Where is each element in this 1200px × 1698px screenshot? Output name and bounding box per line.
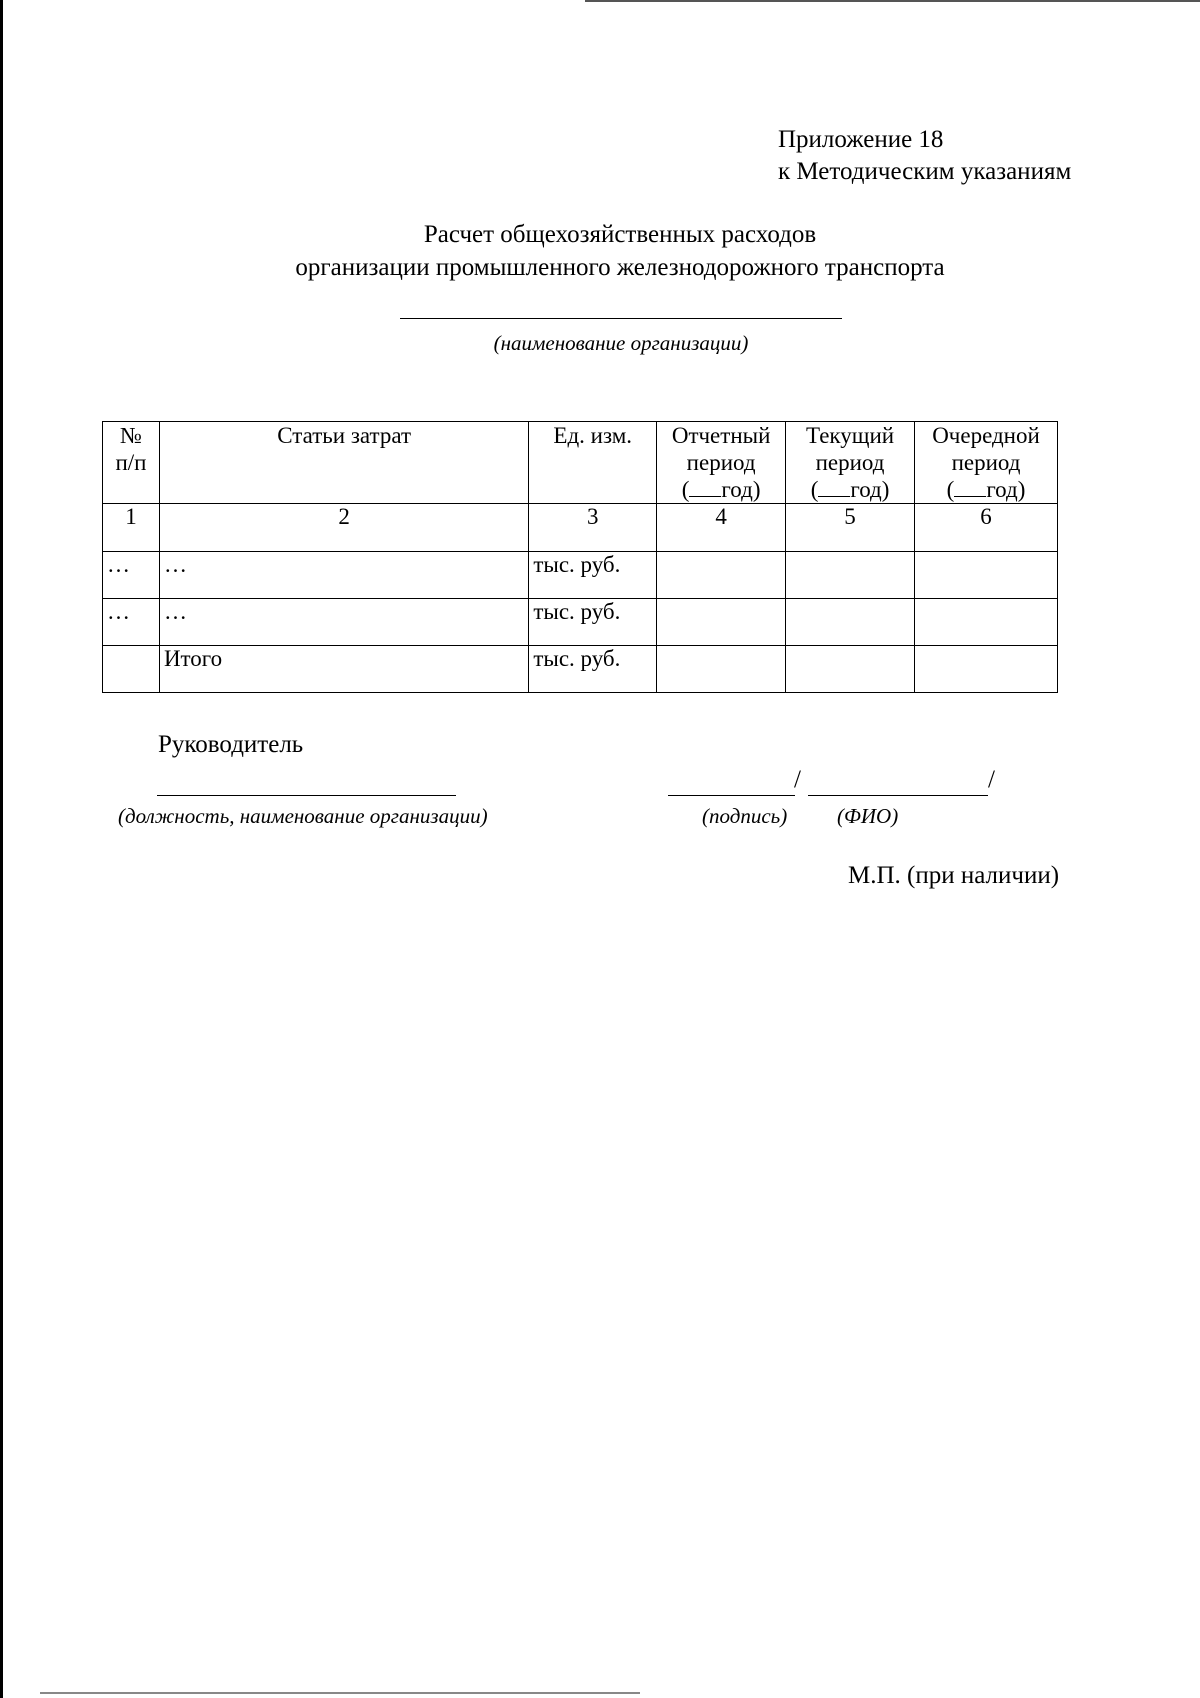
column-number-row <box>103 504 1058 552</box>
row-current-cell <box>786 646 915 693</box>
header-next-period: Очередной период ( год) <box>915 422 1058 504</box>
row-item-cell: … <box>159 552 528 599</box>
header-num: № п/п <box>103 422 160 504</box>
scan-edge-bottom <box>40 1692 640 1694</box>
row-next-cell <box>915 552 1058 599</box>
column-number: 5 <box>786 504 915 552</box>
row-num-cell: … <box>103 599 160 646</box>
title-line-2: организации промышленного железнодорожного транспорта <box>295 254 945 281</box>
head-label: Руководитель <box>158 731 304 758</box>
header-item: Статьи затрат <box>159 422 528 504</box>
position-caption: (должность, наименование организации) <box>118 804 488 828</box>
row-item-cell: … <box>159 599 528 646</box>
year-blank <box>818 476 850 497</box>
appendix-reference <box>778 124 1071 188</box>
column-number: 2 <box>159 504 528 552</box>
cost-table <box>102 421 1058 693</box>
row-num-cell <box>103 646 160 693</box>
year-blank <box>954 476 986 497</box>
full-name-slash: / <box>988 766 995 793</box>
header-current-period: Текущий период ( год) <box>786 422 915 504</box>
appendix-document: к Методическим указаниям <box>778 158 1072 185</box>
organization-name-caption: (наименование организации) <box>493 331 749 355</box>
stamp-note: М.П. (при наличии) <box>848 862 1060 889</box>
year-blank <box>689 476 721 497</box>
row-next-cell <box>915 646 1058 693</box>
table-row-total <box>103 646 1058 693</box>
row-unit-cell: тыс. руб. <box>529 646 657 693</box>
signature-caption: (подпись) <box>702 804 788 828</box>
appendix-number: Приложение 18 <box>778 126 944 153</box>
full-name-line <box>808 795 988 796</box>
row-unit-cell: тыс. руб. <box>529 599 657 646</box>
column-number: 1 <box>103 504 160 552</box>
header-unit: Ед. изм. <box>529 422 657 504</box>
title-line-1: Расчет общехозяйственных расходов <box>423 221 817 248</box>
row-current-cell <box>786 599 915 646</box>
column-number: 3 <box>529 504 657 552</box>
scan-edge-top <box>585 0 1200 2</box>
table-row <box>103 599 1058 646</box>
row-reporting-cell <box>657 599 786 646</box>
position-line <box>157 795 456 796</box>
row-reporting-cell <box>657 646 786 693</box>
full-name-caption: (ФИО) <box>837 804 899 828</box>
document-title <box>150 218 1090 284</box>
scan-edge-left <box>0 0 3 1698</box>
column-number: 4 <box>657 504 786 552</box>
organization-name-line <box>400 318 842 319</box>
row-unit-cell: тыс. руб. <box>529 552 657 599</box>
table-row <box>103 552 1058 599</box>
header-reporting-period: Отчетный период ( год) <box>657 422 786 504</box>
table-header-row <box>103 422 1058 504</box>
signature-line <box>668 795 795 796</box>
row-current-cell <box>786 552 915 599</box>
row-next-cell <box>915 599 1058 646</box>
signature-slash: / <box>794 766 801 793</box>
row-num-cell: … <box>103 552 160 599</box>
column-number: 6 <box>915 504 1058 552</box>
row-reporting-cell <box>657 552 786 599</box>
row-item-cell: Итого <box>159 646 528 693</box>
